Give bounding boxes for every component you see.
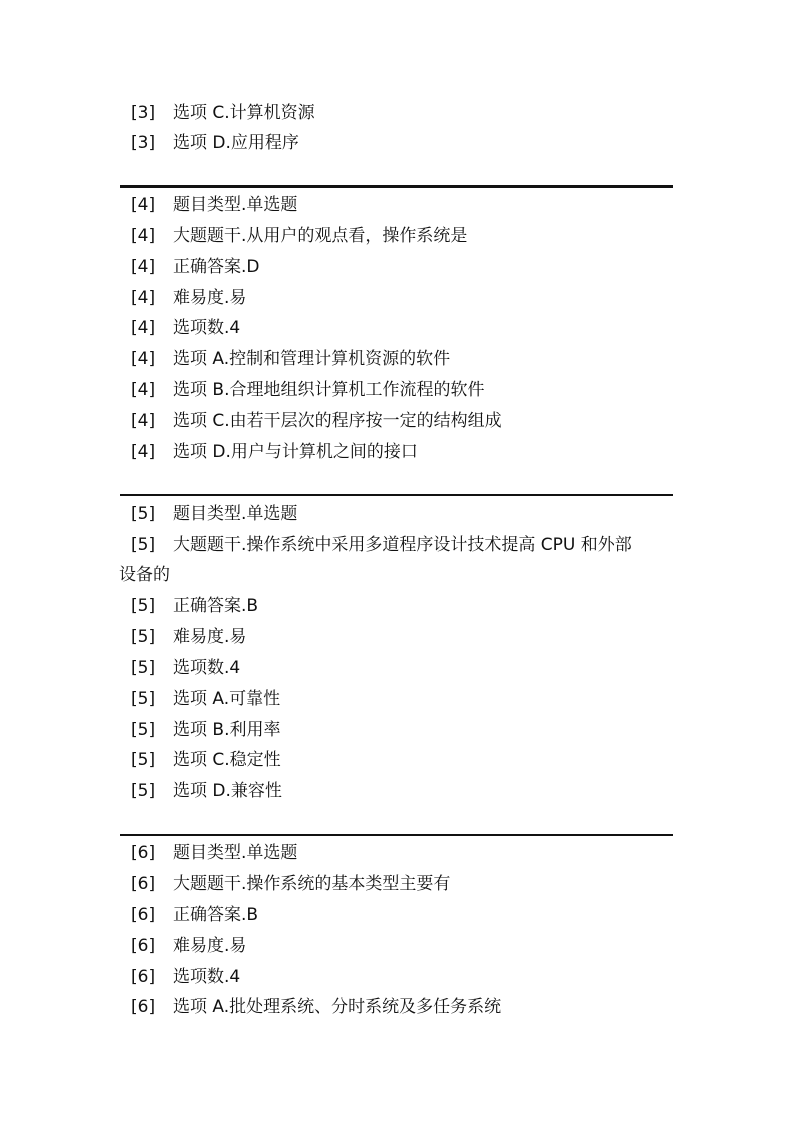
line-text: 大题题干.操作系统中采用多道程序设计技术提高 CPU 和外部 — [173, 535, 632, 555]
line-text: 难易度.易 — [173, 288, 247, 308]
line-number: [5] — [131, 781, 156, 801]
line-text: 难易度.易 — [173, 627, 247, 647]
line-text: 选项 D.应用程序 — [173, 133, 299, 153]
line-number: [4] — [131, 288, 156, 308]
line-text: 题目类型.单选题 — [173, 195, 298, 215]
section-divider — [120, 185, 673, 188]
q5-option-c — [131, 749, 281, 771]
q6-option-count — [131, 966, 240, 988]
line-text: 选项 C.由若干层次的程序按一定的结构组成 — [173, 411, 502, 431]
q4-option-count — [131, 317, 240, 339]
q5-stem-continuation: 设备的 — [119, 565, 170, 585]
q5-answer — [131, 595, 258, 617]
line-text: 题目类型.单选题 — [173, 843, 298, 863]
line-number: [3] — [131, 103, 156, 123]
line-text: 选项数.4 — [173, 318, 241, 338]
line-number: [4] — [131, 226, 156, 246]
line-number: [5] — [131, 689, 156, 709]
q5-difficulty — [131, 626, 246, 648]
q5-option-d — [131, 780, 282, 802]
line-number: [4] — [131, 318, 156, 338]
q4-option-b — [131, 379, 484, 401]
line-number: [4] — [131, 411, 156, 431]
line-number: [6] — [131, 874, 156, 894]
line-text: 大题题干.从用户的观点看，操作系统是 — [173, 226, 468, 246]
q3-option-c — [131, 102, 315, 124]
line-text: 选项 A.可靠性 — [173, 689, 281, 709]
q4-answer — [131, 256, 260, 278]
q5-option-b — [131, 719, 280, 741]
q6-type — [131, 842, 297, 864]
q6-answer — [131, 904, 258, 926]
line-number: [5] — [131, 535, 156, 555]
line-number: [5] — [131, 658, 156, 678]
section-divider — [120, 834, 673, 836]
line-number: [4] — [131, 380, 156, 400]
q5-option-count — [131, 657, 240, 679]
line-number: [5] — [131, 627, 156, 647]
line-number: [5] — [131, 596, 156, 616]
line-text: 选项 C.计算机资源 — [173, 103, 315, 123]
q3-option-d — [131, 132, 299, 154]
line-text: 选项 C.稳定性 — [173, 750, 281, 770]
line-number: [6] — [131, 905, 156, 925]
q5-stem — [131, 534, 632, 556]
line-text: 选项 D.兼容性 — [173, 781, 282, 801]
line-text: 选项数.4 — [173, 658, 241, 678]
line-number: [6] — [131, 967, 156, 987]
line-text: 选项数.4 — [173, 967, 241, 987]
line-text: 选项 A.批处理系统、分时系统及多任务系统 — [173, 997, 502, 1017]
line-text: 难易度.易 — [173, 936, 247, 956]
q4-difficulty — [131, 287, 246, 309]
line-text: 选项 D.用户与计算机之间的接口 — [173, 442, 418, 462]
q6-option-a — [131, 996, 501, 1018]
line-text: 正确答案.B — [173, 905, 259, 925]
line-text: 选项 B.利用率 — [173, 720, 281, 740]
q6-difficulty — [131, 935, 246, 957]
line-number: [5] — [131, 750, 156, 770]
section-divider — [120, 494, 673, 496]
line-number: [6] — [131, 843, 156, 863]
line-number: [4] — [131, 349, 156, 369]
line-number: [3] — [131, 133, 156, 153]
q4-stem — [131, 225, 467, 247]
line-number: [4] — [131, 195, 156, 215]
line-number: [4] — [131, 442, 156, 462]
line-number: [4] — [131, 257, 156, 277]
q4-option-d — [131, 441, 418, 463]
q5-option-a — [131, 688, 280, 710]
q4-option-a — [131, 348, 450, 370]
q5-type — [131, 503, 297, 525]
line-number: [5] — [131, 504, 156, 524]
q4-type — [131, 194, 297, 216]
q4-option-c — [131, 410, 502, 432]
line-text: 大题题干.操作系统的基本类型主要有 — [173, 874, 451, 894]
line-text: 题目类型.单选题 — [173, 504, 298, 524]
line-number: [6] — [131, 997, 156, 1017]
q6-stem — [131, 873, 450, 895]
line-text: 正确答案.D — [173, 257, 260, 277]
line-text: 选项 A.控制和管理计算机资源的软件 — [173, 349, 451, 369]
line-text: 正确答案.B — [173, 596, 259, 616]
line-number: [5] — [131, 720, 156, 740]
line-text: 选项 B.合理地组织计算机工作流程的软件 — [173, 380, 485, 400]
line-number: [6] — [131, 936, 156, 956]
